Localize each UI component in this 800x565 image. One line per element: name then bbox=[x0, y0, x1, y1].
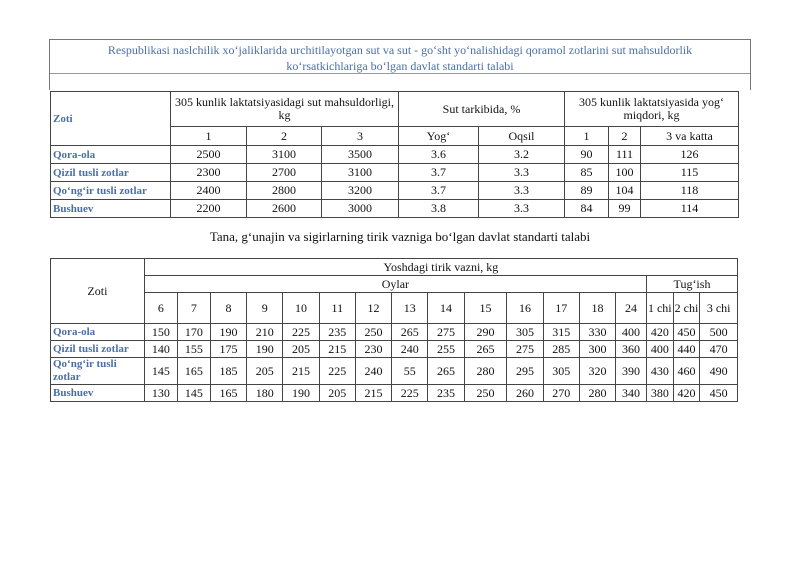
table-cell: 450 bbox=[673, 324, 700, 341]
t2-month-header: 14 bbox=[428, 293, 464, 324]
table-cell: 420 bbox=[673, 385, 700, 402]
table-cell: 205 bbox=[247, 358, 283, 385]
t2-month-header: 8 bbox=[210, 293, 246, 324]
table-row bbox=[51, 358, 738, 385]
breed-name: Qizil tusli zotlar bbox=[51, 341, 145, 358]
table-cell: 155 bbox=[177, 341, 210, 358]
table-row bbox=[51, 324, 738, 341]
t1-subheader-cell: Yog‘ bbox=[399, 127, 479, 146]
t2-month-header: 9 bbox=[247, 293, 283, 324]
table-cell: 240 bbox=[355, 358, 391, 385]
table-cell: 265 bbox=[428, 358, 464, 385]
t1-header-fat-yield: 305 kunlik laktatsiyasida yog‘ miqdori, kg bbox=[565, 92, 739, 127]
table-cell: 240 bbox=[392, 341, 428, 358]
table-cell: 300 bbox=[579, 341, 615, 358]
t2-birth-header: 2 chi bbox=[673, 293, 700, 324]
table-cell: 305 bbox=[507, 324, 543, 341]
table-cell: 270 bbox=[543, 385, 579, 402]
table-cell: 3100 bbox=[322, 164, 399, 182]
table-cell: 145 bbox=[144, 358, 177, 385]
table-cell: 400 bbox=[616, 324, 647, 341]
breed-name: Qora-ola bbox=[51, 146, 171, 164]
table-cell: 3200 bbox=[322, 182, 399, 200]
breed-name: Qo‘ng‘ir tusli zotlar bbox=[51, 182, 171, 200]
table-cell: 2200 bbox=[171, 200, 247, 218]
t2-birth-header: 3 chi bbox=[700, 293, 738, 324]
table-cell: 55 bbox=[392, 358, 428, 385]
table-cell: 230 bbox=[355, 341, 391, 358]
table-cell: 490 bbox=[700, 358, 738, 385]
t1-subheader-cell: 3 bbox=[322, 127, 399, 146]
table-cell: 275 bbox=[428, 324, 464, 341]
table-cell: 225 bbox=[283, 324, 319, 341]
t2-month-header: 16 bbox=[507, 293, 543, 324]
t2-header-months: Oylar bbox=[144, 276, 646, 293]
t2-month-header: 10 bbox=[283, 293, 319, 324]
table-cell: 380 bbox=[646, 385, 673, 402]
table-cell: 205 bbox=[283, 341, 319, 358]
t1-header-composition: Sut tarkibida, % bbox=[399, 92, 565, 127]
table-cell: 2500 bbox=[171, 146, 247, 164]
table-cell: 290 bbox=[464, 324, 507, 341]
table-cell: 340 bbox=[616, 385, 647, 402]
breed-name: Bushuev bbox=[51, 385, 145, 402]
breed-name: Qo‘ng‘ir tusli zotlar bbox=[51, 358, 145, 385]
table-cell: 185 bbox=[210, 358, 246, 385]
table-cell: 315 bbox=[543, 324, 579, 341]
table-cell: 225 bbox=[392, 385, 428, 402]
table-cell: 265 bbox=[464, 341, 507, 358]
table-row bbox=[51, 146, 739, 164]
table-row bbox=[51, 341, 738, 358]
t2-month-header: 18 bbox=[579, 293, 615, 324]
t2-month-header: 17 bbox=[543, 293, 579, 324]
table-cell: 3000 bbox=[322, 200, 399, 218]
table-cell: 3.2 bbox=[479, 146, 565, 164]
t1-header-milk-yield: 305 kunlik laktatsiyasidagi sut mahsuldorligi, kg bbox=[171, 92, 399, 127]
table-cell: 320 bbox=[579, 358, 615, 385]
table-cell: 275 bbox=[507, 341, 543, 358]
table-cell: 285 bbox=[543, 341, 579, 358]
table-cell: 126 bbox=[641, 146, 739, 164]
table-cell: 265 bbox=[392, 324, 428, 341]
breed-name: Bushuev bbox=[51, 200, 171, 218]
table-cell: 360 bbox=[616, 341, 647, 358]
table-cell: 210 bbox=[247, 324, 283, 341]
table-row bbox=[51, 164, 739, 182]
t2-month-header: 12 bbox=[355, 293, 391, 324]
table-cell: 295 bbox=[507, 358, 543, 385]
table-cell: 2300 bbox=[171, 164, 247, 182]
t1-header-breed: Zoti bbox=[51, 92, 171, 146]
title-line-2: ko‘rsatkichlariga bo‘lgan davlat standarti talabi bbox=[286, 59, 514, 73]
table-cell: 3.7 bbox=[399, 182, 479, 200]
table-cell: 170 bbox=[177, 324, 210, 341]
table-cell: 420 bbox=[646, 324, 673, 341]
document-title bbox=[50, 42, 750, 74]
t1-subheader-cell: 2 bbox=[247, 127, 322, 146]
table-cell: 260 bbox=[507, 385, 543, 402]
table2-caption: Tana, g‘unajin va sigirlarning tirik vazniga bo‘lgan davlat standarti talabi bbox=[209, 229, 591, 244]
title-divider bbox=[50, 73, 750, 74]
table-cell: 280 bbox=[464, 358, 507, 385]
table-cell: 190 bbox=[210, 324, 246, 341]
table-cell: 114 bbox=[641, 200, 739, 218]
table-cell: 500 bbox=[700, 324, 738, 341]
table-cell: 3500 bbox=[322, 146, 399, 164]
table-cell: 130 bbox=[144, 385, 177, 402]
table-cell: 250 bbox=[355, 324, 391, 341]
t1-subheader-cell: 2 bbox=[609, 127, 641, 146]
table-cell: 215 bbox=[283, 358, 319, 385]
table-cell: 2400 bbox=[171, 182, 247, 200]
table-cell: 115 bbox=[641, 164, 739, 182]
table-cell: 225 bbox=[319, 358, 355, 385]
t2-month-header: 11 bbox=[319, 293, 355, 324]
title-box bbox=[49, 39, 751, 90]
breed-name: Qora-ola bbox=[51, 324, 145, 341]
table-cell: 255 bbox=[428, 341, 464, 358]
t2-birth-header: 1 chi bbox=[646, 293, 673, 324]
table-cell: 175 bbox=[210, 341, 246, 358]
table-cell: 100 bbox=[609, 164, 641, 182]
breed-name: Qizil tusli zotlar bbox=[51, 164, 171, 182]
table-cell: 305 bbox=[543, 358, 579, 385]
table-cell: 2700 bbox=[247, 164, 322, 182]
table-cell: 104 bbox=[609, 182, 641, 200]
t2-month-header: 6 bbox=[144, 293, 177, 324]
table-cell: 330 bbox=[579, 324, 615, 341]
table-cell: 111 bbox=[609, 146, 641, 164]
milk-productivity-table bbox=[50, 91, 739, 218]
table-cell: 190 bbox=[283, 385, 319, 402]
table-cell: 235 bbox=[319, 324, 355, 341]
t2-header-weight: Yoshdagi tirik vazni, kg bbox=[144, 259, 737, 276]
table-cell: 205 bbox=[319, 385, 355, 402]
table-cell: 140 bbox=[144, 341, 177, 358]
table-cell: 3.3 bbox=[479, 164, 565, 182]
table-cell: 3100 bbox=[247, 146, 322, 164]
table-cell: 460 bbox=[673, 358, 700, 385]
table-row bbox=[51, 182, 739, 200]
table-cell: 165 bbox=[210, 385, 246, 402]
table-cell: 3.3 bbox=[479, 182, 565, 200]
table-cell: 3.6 bbox=[399, 146, 479, 164]
t1-subheader-cell: 3 va katta bbox=[641, 127, 739, 146]
table-cell: 430 bbox=[646, 358, 673, 385]
table-cell: 180 bbox=[247, 385, 283, 402]
t1-subheader-cell: 1 bbox=[565, 127, 609, 146]
table-cell: 3.8 bbox=[399, 200, 479, 218]
table-cell: 470 bbox=[700, 341, 738, 358]
table-cell: 150 bbox=[144, 324, 177, 341]
table-cell: 390 bbox=[616, 358, 647, 385]
title-line-1: Respublikasi naslchilik xo‘jaliklarida urchitilayotgan sut va sut - go‘sht yo‘nalishidagi qoramol zotlarini sut mahsuldorlik bbox=[107, 43, 693, 57]
live-weight-table bbox=[50, 258, 738, 402]
t2-month-header: 15 bbox=[464, 293, 507, 324]
table-cell: 440 bbox=[673, 341, 700, 358]
table-cell: 145 bbox=[177, 385, 210, 402]
table-cell: 118 bbox=[641, 182, 739, 200]
table-cell: 215 bbox=[355, 385, 391, 402]
table-cell: 235 bbox=[428, 385, 464, 402]
table-cell: 84 bbox=[565, 200, 609, 218]
table-row bbox=[51, 200, 739, 218]
t2-header-breed: Zoti bbox=[51, 259, 145, 324]
t2-month-header: 24 bbox=[616, 293, 647, 324]
t2-month-header: 13 bbox=[392, 293, 428, 324]
table-cell: 190 bbox=[247, 341, 283, 358]
table-cell: 2600 bbox=[247, 200, 322, 218]
table-cell: 165 bbox=[177, 358, 210, 385]
t2-month-header: 7 bbox=[177, 293, 210, 324]
table-cell: 2800 bbox=[247, 182, 322, 200]
table-cell: 90 bbox=[565, 146, 609, 164]
t1-subheader-cell: 1 bbox=[171, 127, 247, 146]
table-cell: 215 bbox=[319, 341, 355, 358]
t1-subheader-cell: Oqsil bbox=[479, 127, 565, 146]
table-cell: 85 bbox=[565, 164, 609, 182]
table-cell: 3.7 bbox=[399, 164, 479, 182]
table-cell: 89 bbox=[565, 182, 609, 200]
table-row bbox=[51, 385, 738, 402]
table-cell: 99 bbox=[609, 200, 641, 218]
table-cell: 400 bbox=[646, 341, 673, 358]
table-cell: 250 bbox=[464, 385, 507, 402]
table-cell: 280 bbox=[579, 385, 615, 402]
table-cell: 450 bbox=[700, 385, 738, 402]
table-cell: 3.3 bbox=[479, 200, 565, 218]
t2-header-births: Tug‘ish bbox=[646, 276, 737, 293]
